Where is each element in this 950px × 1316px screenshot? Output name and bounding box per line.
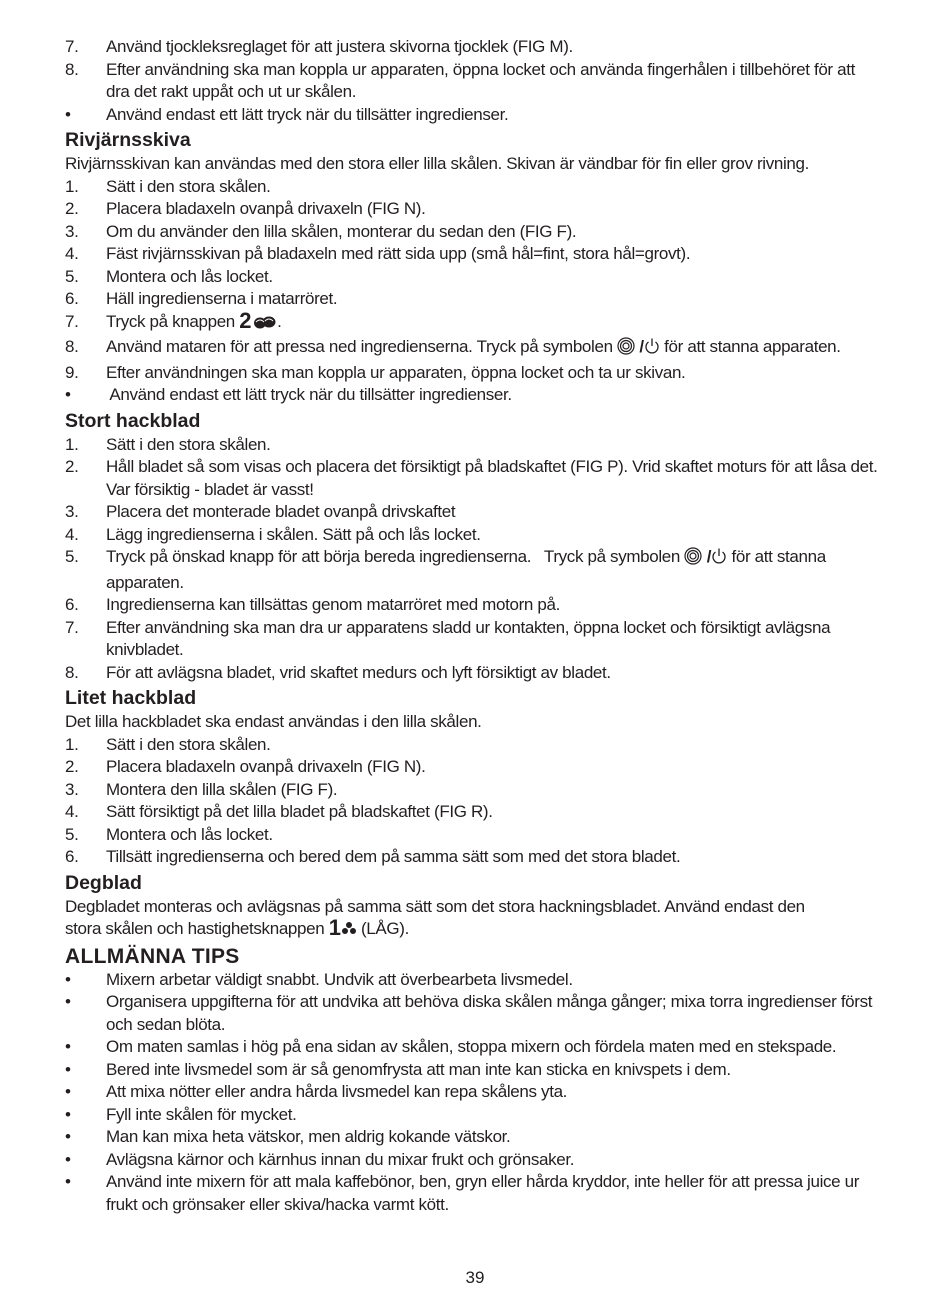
item-bullet: • <box>65 1037 71 1056</box>
page-number: 39 <box>465 1268 485 1287</box>
list-item <box>65 384 880 407</box>
item-text: Organisera uppgifterna för att undvika att behöva diska skålen många gånger; mixa torra ingredienser först och sedan blöta. <box>106 992 873 1034</box>
item-number: 7. <box>65 37 79 56</box>
item-bullet: • <box>65 969 71 989</box>
item-number: 2. <box>65 199 79 218</box>
list-item <box>65 991 880 1036</box>
item-number: 3. <box>65 779 79 799</box>
item-text: Efter användningen ska man koppla ur apparaten, öppna locket och ta ur skivan. <box>106 362 686 382</box>
item-text: Ingredienserna kan tillsättas genom matarröret med motorn på. <box>106 595 560 614</box>
list-item <box>65 36 880 59</box>
item-number: 5. <box>65 266 79 286</box>
list-item <box>65 501 880 524</box>
item-bullet: • <box>65 104 71 124</box>
large-blade-heading: Stort hackblad <box>65 409 201 432</box>
list-item <box>65 1059 880 1082</box>
item-number: 8. <box>65 337 79 356</box>
item-text: Fäst rivjärnsskivan på bladaxeln med rätt sida upp (små hål=fint, stora hål=grovt). <box>106 244 691 263</box>
dough-heading: Degblad <box>65 871 142 894</box>
tips-list <box>65 969 880 1217</box>
item-text: Om du använder den lilla skålen, monterar du sedan den (FIG F). <box>106 221 577 241</box>
item-bullet: • <box>65 1104 71 1124</box>
item-text: Efter användning ska man dra ur apparatens sladd ur kontakten, öppna locket och försiktigt avlägsna knivbladet. <box>106 617 831 659</box>
item-text: För att avlägsna bladet, vrid skaftet medurs och lyft försiktigt av bladet. <box>106 662 611 682</box>
large-blade-steps <box>65 434 880 685</box>
item-number: 1. <box>65 734 79 754</box>
item-text: Bered inte livsmedel som är så genomfrysta att man inte kan sticka en knivspets i dem. <box>106 1059 731 1079</box>
list-item <box>65 362 880 385</box>
item-text: Mixern arbetar väldigt snabbt. Undvik att överbearbeta livsmedel. <box>106 969 573 989</box>
item-text: Sätt i den stora skålen. <box>106 176 271 196</box>
item-number: 8. <box>65 59 79 79</box>
list-item <box>65 969 880 992</box>
item-text: Avlägsna kärnor och kärnhus innan du mixar frukt och grönsaker. <box>106 1149 575 1169</box>
spiral-icon <box>684 547 702 572</box>
list-item <box>65 824 880 847</box>
list-item <box>65 266 880 289</box>
list-item <box>65 307 880 337</box>
list-item <box>65 546 880 594</box>
item-number: 8. <box>65 662 79 682</box>
intro-steps <box>65 36 880 126</box>
item-number: 3. <box>65 502 79 521</box>
item-number: 4. <box>65 244 79 263</box>
item-text: Placera bladaxeln ovanpå drivaxeln (FIG N). <box>106 757 426 776</box>
list-item <box>65 243 880 266</box>
power-icon <box>711 547 727 572</box>
item-text: Använd inte mixern för att mala kaffebönor, ben, gryn eller hårda kryddor, inte heller för att pressa juice ur frukt och grönsaker eller skiva/hacka varmt kött. <box>106 1172 860 1214</box>
item-text: Efter användning ska man koppla ur apparaten, öppna locket och använda fingerhålen i tillbehöret för att dra det rakt uppåt och ut ur skålen. <box>106 59 855 101</box>
item-number: 6. <box>65 289 79 308</box>
item-text: Använd mataren för att pressa ned ingredienserna. Tryck på symbolen <box>106 337 613 356</box>
small-blade-heading: Litet hackblad <box>65 687 197 709</box>
item-bullet: • <box>65 1082 71 1101</box>
item-bullet: • <box>65 1172 71 1191</box>
item-text-end: . <box>277 311 282 331</box>
item-number: 5. <box>65 547 79 566</box>
item-text: Lägg ingredienserna i skålen. Sätt på och lås locket. <box>106 524 481 544</box>
item-number: 7. <box>65 617 79 637</box>
item-text: Man kan mixa heta vätskor, men aldrig kokande vätskor. <box>106 1127 511 1146</box>
list-item <box>65 846 880 869</box>
item-text: Sätt försiktigt på det lilla bladet på bladskaftet (FIG R). <box>106 802 493 821</box>
item-number: 9. <box>65 362 79 382</box>
list-item <box>65 1104 880 1127</box>
item-number: 1. <box>65 176 79 196</box>
speed-button-number: 1 <box>328 915 341 940</box>
item-number: 4. <box>65 802 79 821</box>
item-text: Håll bladet så som visas och placera det försiktigt på bladskaftet (FIG P). Vrid skaftet moturs för att låsa det. Var försiktig - bladet är vasst! <box>106 457 878 499</box>
item-text-end: för att stanna apparaten. <box>664 337 841 356</box>
list-item <box>65 662 880 685</box>
slash-separator: / <box>639 337 644 356</box>
speed-2-icon <box>251 314 277 337</box>
speed-button-number: 2 <box>239 307 252 333</box>
slash-separator: / <box>706 547 712 566</box>
list-item <box>65 1036 880 1059</box>
item-bullet: • <box>65 992 71 1011</box>
list-item <box>65 336 880 362</box>
small-blade-intro: Det lilla hackbladet ska endast användas i den lilla skålen. <box>65 712 482 731</box>
list-item <box>65 524 880 547</box>
grater-steps <box>65 176 880 407</box>
item-text: Sätt i den stora skålen. <box>106 734 271 754</box>
list-item <box>65 198 880 221</box>
item-number: 6. <box>65 847 79 866</box>
item-bullet: • <box>65 385 71 404</box>
item-text: Montera den lilla skålen (FIG F). <box>106 779 338 799</box>
item-text: Använd endast ett lätt tryck när du tillsätter ingredienser. <box>106 385 512 404</box>
list-item <box>65 779 880 802</box>
item-text: Sätt i den stora skålen. <box>106 434 271 454</box>
list-item <box>65 221 880 244</box>
item-number: 1. <box>65 434 79 454</box>
item-number: 3. <box>65 221 79 241</box>
item-bullet: • <box>65 1149 71 1169</box>
item-text: Häll ingredienserna i matarröret. <box>106 289 338 308</box>
item-text: Om maten samlas i hög på ena sidan av skålen, stoppa mixern och fördela maten med en stekspade. <box>106 1037 837 1056</box>
list-item <box>65 288 880 311</box>
tips-heading: ALLMÄNNA TIPS <box>65 944 240 968</box>
list-item <box>65 734 880 757</box>
item-text: Placera det monterade bladet ovanpå drivskaftet <box>106 502 456 521</box>
item-number: 2. <box>65 757 79 776</box>
dough-text-line-1: Degbladet monteras och avlägsnas på samma sätt som det stora hackningsbladet. Använd endast den <box>65 896 805 916</box>
list-item <box>65 617 880 662</box>
item-text: Använd endast ett lätt tryck när du tillsätter ingredienser. <box>106 104 509 124</box>
item-text: Montera och lås locket. <box>106 824 273 844</box>
item-number: 4. <box>65 524 79 544</box>
list-item <box>65 1149 880 1172</box>
item-number: 7. <box>65 311 79 331</box>
list-item <box>65 59 880 104</box>
dough-text-end: (LÅG). <box>360 919 409 938</box>
small-blade-steps <box>65 734 880 869</box>
item-text: Fyll inte skålen för mycket. <box>106 1104 297 1124</box>
list-item <box>65 801 880 824</box>
item-text: Placera bladaxeln ovanpå drivaxeln (FIG N). <box>106 199 426 218</box>
item-bullet: • <box>65 1127 71 1146</box>
manual-page <box>65 36 880 1216</box>
item-text: Tryck på knappen <box>106 311 235 331</box>
item-text: Tillsätt ingredienserna och bered dem på samma sätt som med det stora bladet. <box>106 847 681 866</box>
grater-heading: Rivjärnsskiva <box>65 129 191 151</box>
grater-intro: Rivjärnsskivan kan användas med den stora eller lilla skålen. Skivan är vändbar för fin eller grov rivning. <box>65 154 809 173</box>
item-text: Montera och lås locket. <box>106 266 273 286</box>
item-text: Att mixa nötter eller andra hårda livsmedel kan repa skålens yta. <box>106 1082 568 1101</box>
item-bullet: • <box>65 1059 71 1079</box>
spiral-icon <box>617 337 635 362</box>
dough-text: stora skålen och hastighetsknappen <box>65 919 325 938</box>
item-number: 6. <box>65 595 79 614</box>
list-item <box>65 434 880 457</box>
dough-text-line-2 <box>65 915 880 944</box>
item-text: Tryck på önskad knapp för att börja bereda ingredienserna. Tryck på symbolen <box>106 547 681 566</box>
list-item <box>65 176 880 199</box>
list-item <box>65 456 880 501</box>
item-number: 5. <box>65 824 79 844</box>
power-icon <box>644 337 660 362</box>
item-number: 2. <box>65 457 79 476</box>
list-item <box>65 1171 880 1216</box>
item-text-end: för att stanna apparaten. <box>106 547 826 592</box>
item-text: Använd tjockleksreglaget för att justera skivorna tjocklek (FIG M). <box>106 37 573 56</box>
list-item <box>65 756 880 779</box>
speed-1-icon <box>341 921 357 944</box>
list-item <box>65 104 880 127</box>
list-item <box>65 594 880 617</box>
list-item <box>65 1081 880 1104</box>
list-item <box>65 1126 880 1149</box>
